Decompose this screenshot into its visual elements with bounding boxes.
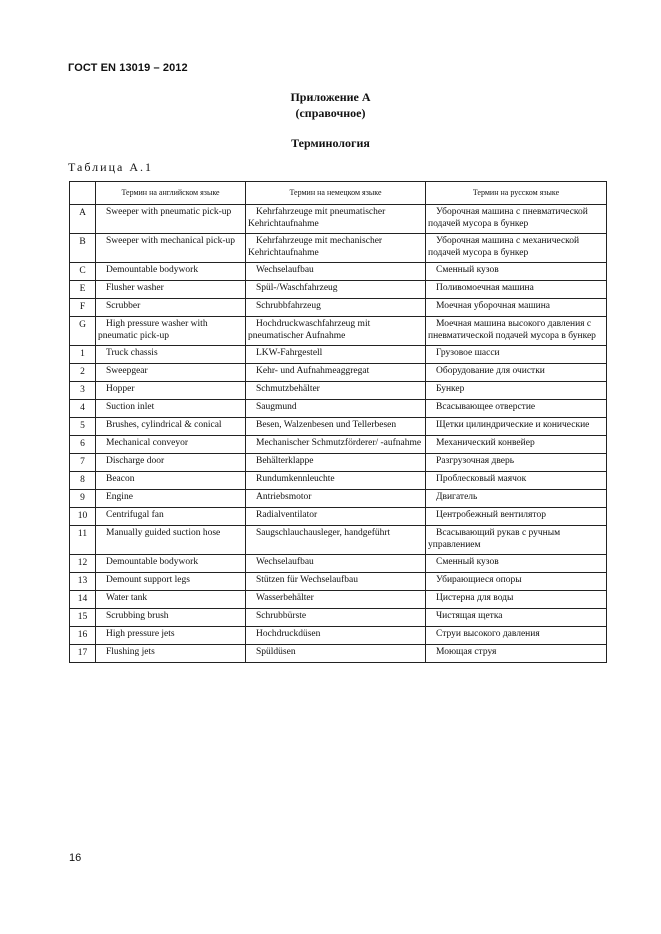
cell-english-text: Sweepgear [106,366,148,376]
table-row [70,645,607,663]
annex-subtitle: (справочное) [295,106,366,120]
cell-key [70,609,96,627]
cell-key-text: 1 [80,349,85,359]
table-row [70,346,607,364]
cell-russian [426,555,607,573]
cell-german [246,317,426,346]
cell-english [96,299,246,317]
cell-english [96,573,246,591]
cell-key-text: 10 [77,511,88,521]
cell-russian [426,645,607,663]
cell-key-text: 6 [80,439,85,449]
cell-key-text: 3 [80,385,85,395]
cell-key-text: 11 [77,529,88,539]
cell-key-text: G [79,320,86,330]
cell-english [96,317,246,346]
table-row [70,299,607,317]
cell-german [246,346,426,364]
cell-key [70,382,96,400]
cell-russian [426,364,607,382]
cell-english-text: Demount support legs [106,575,190,585]
cell-english [96,400,246,418]
cell-key [70,418,96,436]
cell-english-text: Truck chassis [106,348,158,358]
cell-english [96,627,246,645]
cell-english [96,490,246,508]
cell-key-text: F [79,302,86,312]
cell-russian [426,627,607,645]
cell-german [246,508,426,526]
cell-german [246,454,426,472]
cell-key [70,346,96,364]
cell-german-text: Besen, Walzenbesen und Tellerbesen [256,420,397,430]
cell-russian [426,234,607,263]
cell-english [96,281,246,299]
cell-key-text: A [79,208,86,218]
cell-german [246,299,426,317]
cell-english [96,645,246,663]
cell-russian [426,454,607,472]
cell-key-text: 17 [77,648,88,658]
terminology-table [69,181,607,663]
cell-key [70,555,96,573]
cell-german-text: Antriebsmotor [256,492,312,502]
cell-german-text: Kehr- und Aufnahmeaggregat [256,366,370,376]
table-row [70,609,607,627]
table-row [70,591,607,609]
cell-german [246,263,426,281]
cell-german [246,627,426,645]
cell-russian-text: Грузовое шасси [436,348,500,358]
cell-english [96,205,246,234]
table-row [70,436,607,454]
cell-german-text: Rundumkennleuchte [256,474,335,484]
cell-key-text: 4 [80,403,85,413]
cell-russian-text: Чистящая щетка [436,611,503,621]
cell-german [246,400,426,418]
cell-german-text: Behälterklappe [256,456,314,466]
cell-key [70,436,96,454]
cell-english-text: Flushing jets [106,647,155,657]
cell-russian [426,591,607,609]
cell-english-text: Engine [106,492,133,502]
cell-key [70,281,96,299]
cell-key-text: 2 [80,367,85,377]
cell-german [246,364,426,382]
cell-english-text: Beacon [106,474,135,484]
cell-german-text: Wechselaufbau [256,557,314,567]
cell-english-text: Suction inlet [106,402,155,412]
cell-english [96,346,246,364]
cell-german-text: Kehrfahrzeuge mit mechanischer Kehrichtaufnahme [248,236,383,258]
cell-russian-text: Всасывающее отверстие [436,402,536,412]
cell-key [70,508,96,526]
cell-english [96,508,246,526]
table-row [70,472,607,490]
cell-german-text: Schmutzbehälter [256,384,320,394]
cell-german-text: Wechselaufbau [256,265,314,275]
table-header-row [70,182,607,205]
cell-russian-text: Бункер [436,384,465,394]
table-row [70,627,607,645]
cell-key-text: C [79,266,86,276]
cell-russian [426,346,607,364]
cell-key-text: 16 [77,630,88,640]
cell-russian-text: Моечная уборочная машина [436,301,551,311]
cell-english [96,526,246,555]
page-number: 16 [69,852,82,864]
cell-russian-text: Уборочная машина с механической подачей мусора в бункер [428,236,580,258]
cell-german-text: Schrubbfahrzeug [256,301,321,311]
annex-heading: Терминология [291,136,370,150]
column-header-german: Термин на немецком языке [246,182,426,205]
cell-key [70,591,96,609]
document-standard-code: ГОСТ EN 13019 – 2012 [68,62,188,74]
cell-german-text: Wasserbehälter [256,593,314,603]
cell-russian-text: Механический конвейер [436,438,535,448]
cell-key-text: 7 [80,457,85,467]
cell-german-text: Spül-/Waschfahrzeug [256,283,338,293]
cell-english-text: Sweeper with pneumatic pick-up [106,207,232,217]
cell-russian [426,490,607,508]
table-row [70,526,607,555]
cell-german [246,591,426,609]
cell-russian [426,317,607,346]
cell-russian-text: Уборочная машина с пневматической подачей мусора в бункер [428,207,588,229]
cell-key [70,573,96,591]
cell-german-text: Kehrfahrzeuge mit pneumatischer Kehrichtaufnahme [248,207,386,229]
table-row [70,490,607,508]
cell-key [70,317,96,346]
cell-russian [426,609,607,627]
cell-russian-text: Разгрузочная дверь [436,456,515,466]
column-header-english: Термин на английском языке [96,182,246,205]
cell-english [96,555,246,573]
cell-english [96,454,246,472]
table-row [70,454,607,472]
cell-german-text: Hochdruckwaschfahrzeug mit pneumatischer Aufnahme [248,319,371,341]
cell-german-text: Saugmund [256,402,297,412]
table-row [70,382,607,400]
cell-russian-text: Моечная машина высокого давления с пневматической подачей мусора в бункер [428,319,596,341]
annex-title: Приложение А [290,90,371,104]
cell-german [246,573,426,591]
cell-german [246,526,426,555]
cell-german [246,645,426,663]
cell-english-text: High pressure washer with pneumatic pick-up [98,319,208,341]
cell-russian-text: Оборудование для очистки [436,366,545,376]
column-header-russian: Термин на русском языке [426,182,607,205]
cell-russian-text: Цистерна для воды [436,593,514,603]
cell-german-text: Spüldüsen [256,647,296,657]
cell-german [246,234,426,263]
table-row [70,234,607,263]
cell-english [96,263,246,281]
cell-german-text: Hochdruckdüsen [256,629,321,639]
cell-key-text: 13 [77,576,88,586]
cell-german-text: Schrubbürste [256,611,307,621]
cell-russian [426,205,607,234]
cell-german [246,281,426,299]
cell-key [70,627,96,645]
cell-russian-text: Струи высокого давления [436,629,540,639]
cell-russian-text: Центробежный вентилятор [436,510,546,520]
cell-russian-text: Поливомоечная машина [436,283,534,293]
cell-russian [426,382,607,400]
cell-german [246,382,426,400]
cell-russian-text: Всасывающий рукав с ручным управлением [428,528,561,550]
table-row [70,573,607,591]
cell-russian [426,400,607,418]
cell-key-text: 5 [80,421,85,431]
cell-key-text: E [79,284,86,294]
cell-russian-text: Убирающиеся опоры [436,575,522,585]
cell-russian [426,418,607,436]
cell-english-text: High pressure jets [106,629,175,639]
cell-english [96,609,246,627]
cell-english-text: Brushes, cylindrical & conical [106,420,222,430]
cell-german [246,555,426,573]
cell-german-text: Mechanischer Schmutzförderer/ -aufnahme [256,438,422,448]
cell-english [96,591,246,609]
cell-russian-text: Двигатель [436,492,478,502]
table-caption: Таблица А.1 [68,160,153,174]
cell-russian [426,573,607,591]
cell-english-text: Manually guided suction hose [106,528,221,538]
cell-russian [426,299,607,317]
cell-key [70,364,96,382]
cell-english-text: Discharge door [106,456,165,466]
cell-english [96,472,246,490]
cell-russian [426,472,607,490]
cell-english-text: Hopper [106,384,135,394]
column-header-key [70,182,96,205]
table-row [70,263,607,281]
cell-english [96,382,246,400]
cell-russian-text: Сменный кузов [436,265,499,275]
cell-german [246,418,426,436]
cell-german-text: LKW-Fahrgestell [256,348,323,358]
table-row [70,418,607,436]
cell-english-text: Water tank [106,593,148,603]
cell-russian [426,281,607,299]
cell-key [70,234,96,263]
cell-russian-text: Щетки цилиндрические и конические [436,420,590,430]
cell-key-text: 9 [80,493,85,503]
table-row [70,508,607,526]
cell-english-text: Mechanical conveyor [106,438,189,448]
cell-key-text: B [79,237,86,247]
cell-german [246,609,426,627]
cell-english-text: Demountable bodywork [106,557,199,567]
cell-german-text: Radialventilator [256,510,318,520]
cell-russian-text: Проблесковый маячок [436,474,527,484]
cell-key [70,472,96,490]
cell-english-text: Scrubbing brush [106,611,169,621]
cell-russian [426,526,607,555]
cell-key [70,526,96,555]
cell-key-text: 15 [77,612,88,622]
cell-key-text: 12 [77,558,88,568]
cell-english-text: Sweeper with mechanical pick-up [106,236,235,246]
cell-german [246,205,426,234]
cell-key [70,205,96,234]
cell-key [70,490,96,508]
cell-english [96,234,246,263]
table-row [70,400,607,418]
cell-key-text: 8 [80,475,85,485]
cell-russian-text: Моющая струя [436,647,497,657]
cell-english-text: Demountable bodywork [106,265,199,275]
cell-key [70,400,96,418]
table-body [70,205,607,663]
cell-key [70,454,96,472]
cell-russian-text: Сменный кузов [436,557,499,567]
cell-german-text: Saugschlauchausleger, handgeführt [256,528,391,538]
cell-key [70,263,96,281]
cell-key [70,299,96,317]
table-row [70,364,607,382]
cell-english-text: Centrifugal fan [106,510,164,520]
cell-german [246,490,426,508]
cell-key [70,645,96,663]
cell-english-text: Flusher washer [106,283,164,293]
table-row [70,555,607,573]
cell-english [96,418,246,436]
cell-russian [426,263,607,281]
cell-english-text: Scrubber [106,301,141,311]
cell-russian [426,436,607,454]
cell-german-text: Stützen für Wechselaufbau [256,575,358,585]
table-row [70,205,607,234]
cell-key-text: 14 [77,594,88,604]
cell-english [96,436,246,454]
cell-german [246,436,426,454]
cell-russian [426,508,607,526]
cell-german [246,472,426,490]
table-row [70,281,607,299]
table-row [70,317,607,346]
cell-english [96,364,246,382]
